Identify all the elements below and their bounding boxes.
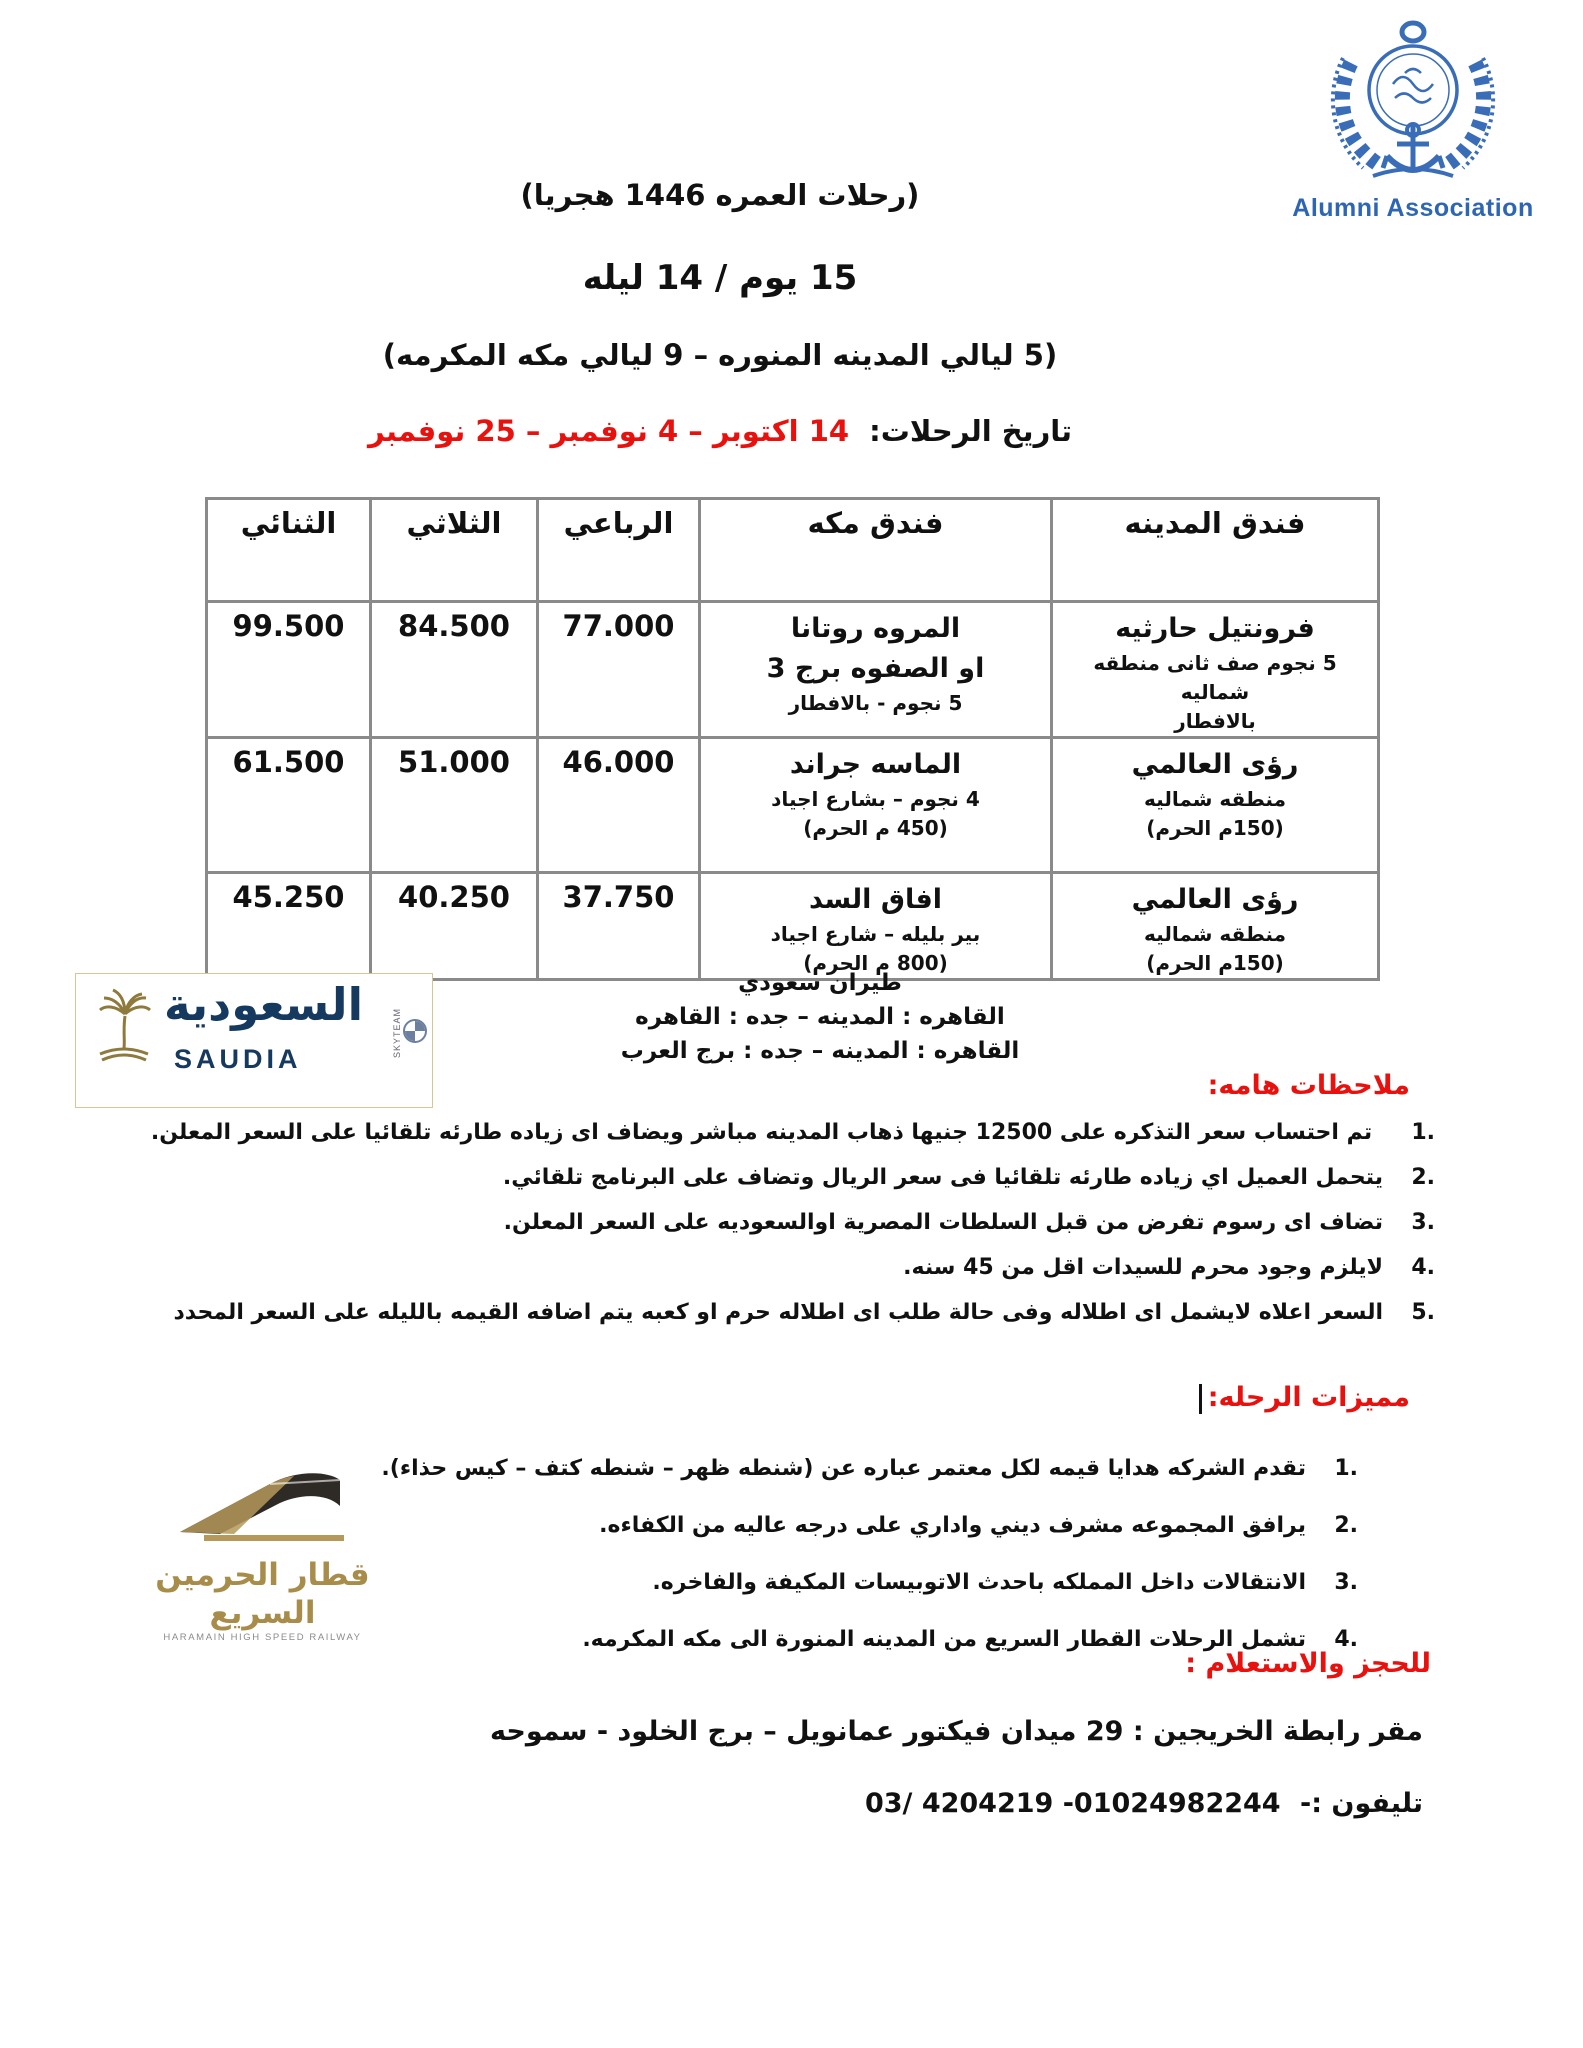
table-row xyxy=(207,602,1379,738)
skyteam-icon xyxy=(402,1018,428,1044)
madinah-hotel-cell xyxy=(1052,738,1379,873)
feature-text: تقدم الشركه هدايا قيمه لكل معتمر عباره عن (شنطه ظهر – شنطه كتف – كيس حذاء). xyxy=(381,1456,1306,1481)
phone-label: تليفون :- xyxy=(1300,1788,1423,1819)
alumni-caption: Alumni Association xyxy=(1292,194,1534,222)
note-number: 1. xyxy=(1411,1120,1435,1145)
airline-route-2: القاهره : المدينه – جده : برج العرب xyxy=(620,1038,1020,1064)
saudia-arabic-wordmark: السعودية xyxy=(164,978,364,1031)
hotel-detail: (800 م الحرم) xyxy=(803,951,948,975)
phone-number: 03/ 4204219 -01024982244 xyxy=(864,1788,1281,1819)
col-header-double: الثنائي xyxy=(207,499,371,602)
hotel-detail: (150م الحرم) xyxy=(1146,951,1284,975)
table-header-row xyxy=(207,499,1379,602)
note-text: يتحمل العميل اي زياده طارئه تلقائيا فى سعر الريال وتضاف على البرنامج تلقائي. xyxy=(502,1165,1383,1190)
price-double: 45.250 xyxy=(207,873,371,980)
price-triple: 51.000 xyxy=(371,738,538,873)
feature-number: 3. xyxy=(1334,1570,1358,1595)
note-item xyxy=(140,1206,1435,1240)
feature-text: يرافق المجموعه مشرف ديني واداري على درجه عاليه من الكفاءه. xyxy=(599,1513,1306,1538)
table-row xyxy=(207,738,1379,873)
hotel-detail: بالافطار xyxy=(1174,709,1256,733)
note-number: 2. xyxy=(1411,1165,1435,1190)
note-number: 3. xyxy=(1411,1210,1435,1235)
notes-list xyxy=(140,1116,1435,1341)
booking-heading: للحجز والاستعلام : xyxy=(1185,1648,1431,1679)
haramain-latin-wordmark: HARAMAIN HIGH SPEED RAILWAY xyxy=(163,1632,362,1643)
makkah-hotel-cell xyxy=(700,602,1052,738)
haramain-logo xyxy=(115,1460,410,1643)
table-row xyxy=(207,873,1379,980)
dates-value: 14 اكتوبر – 4 نوفمبر – 25 نوفمبر xyxy=(367,414,850,448)
col-header-triple: الثلاثي xyxy=(371,499,538,602)
features-heading-text: مميزات الرحله: xyxy=(1207,1382,1410,1413)
feature-text: تشمل الرحلات القطار السريع من المدينه المنورة الى مكه المكرمه. xyxy=(582,1627,1306,1652)
cursor-bar xyxy=(1199,1384,1202,1414)
hotel-name: المروه روتانا xyxy=(790,613,961,644)
hotel-detail: منطقه شماليه xyxy=(1144,787,1286,811)
hotel-detail: 4 نجوم – بشارع اجياد xyxy=(771,787,980,811)
hotel-detail: 5 نجوم صف ثانى منطقه شماليه xyxy=(1093,651,1337,704)
hotel-detail: (150م الحرم) xyxy=(1146,816,1284,840)
note-item xyxy=(140,1116,1435,1150)
hotel-name: افاق السد xyxy=(808,884,943,915)
hotel-name-alt: او الصفوه برج 3 xyxy=(766,653,985,684)
address-line: مقر رابطة الخريجين : 29 ميدان فيكتور عمانويل – برج الخلود - سموحه xyxy=(490,1716,1423,1747)
hotel-name: رؤى العالمي xyxy=(1131,884,1299,915)
title-duration: 15 يوم / 14 ليله xyxy=(582,258,858,298)
note-text: تضاف اى رسوم تفرض من قبل السلطات المصرية اوالسعوديه على السعر المعلن. xyxy=(503,1210,1383,1235)
col-header-makkah-hotel: فندق مكه xyxy=(700,499,1052,602)
palm-swords-icon xyxy=(92,986,156,1064)
makkah-hotel-cell xyxy=(700,873,1052,980)
note-text: لايلزم وجود محرم للسيدات اقل من 45 سنه. xyxy=(903,1255,1383,1280)
note-text: السعر اعلاه لايشمل اى اطلاله وفى حالة طلب اى اطلاله حرم او كعبه يتم اضافه القيمه بالليله على السعر المحدد xyxy=(173,1300,1383,1325)
feature-number: 1. xyxy=(1334,1456,1358,1481)
skyteam-label: SKYTEAM xyxy=(392,1008,402,1059)
alumni-emblem-icon xyxy=(1313,18,1513,188)
note-number: 5. xyxy=(1411,1300,1435,1325)
note-text: تم احتساب سعر التذكره على 12500 جنيها ذهاب المدينه مباشر ويضاف اى زياده طارئه تلقائيا على السعر المعلن. xyxy=(150,1120,1373,1145)
col-header-quad: الرباعي xyxy=(538,499,700,602)
hotel-detail: منطقه شماليه xyxy=(1144,922,1286,946)
hotel-name: رؤى العالمي xyxy=(1131,749,1299,780)
feature-text: الانتقالات داخل المملكه باحدث الاتوبيسات المكيفة والفاخره. xyxy=(652,1570,1306,1595)
madinah-hotel-cell xyxy=(1052,873,1379,980)
hotel-detail: بير بليله – شارع اجياد xyxy=(770,922,981,946)
feature-number: 2. xyxy=(1334,1513,1358,1538)
train-icon xyxy=(174,1460,352,1550)
note-item xyxy=(140,1296,1435,1330)
features-heading xyxy=(1199,1382,1410,1414)
saudia-logo-box xyxy=(75,973,433,1108)
price-quad: 37.750 xyxy=(538,873,700,980)
hotel-name: الماسه جراند xyxy=(789,749,962,780)
price-triple: 40.250 xyxy=(371,873,538,980)
price-double: 61.500 xyxy=(207,738,371,873)
price-table xyxy=(205,497,1380,981)
haramain-arabic-wordmark: قطار الحرمين السريع xyxy=(155,1557,370,1631)
price-quad: 77.000 xyxy=(538,602,700,738)
price-quad: 46.000 xyxy=(538,738,700,873)
saudia-latin-wordmark: SAUDIA xyxy=(174,1044,302,1074)
hotel-detail: 5 نجوم - بالافطار xyxy=(788,691,963,715)
airline-name: طيران سعودي xyxy=(738,970,902,996)
airline-route-1: القاهره : المدينه – جده : القاهره xyxy=(635,1004,1005,1030)
phone-line xyxy=(865,1788,1423,1819)
hotel-name: فرونتيل حارثيه xyxy=(1115,613,1315,644)
price-table-wrap xyxy=(205,497,1380,981)
title-trips: (رحلات العمره 1446 هجريا) xyxy=(520,178,920,212)
price-double: 99.500 xyxy=(207,602,371,738)
makkah-hotel-cell xyxy=(700,738,1052,873)
feature-number: 4. xyxy=(1334,1627,1358,1652)
note-item xyxy=(140,1251,1435,1285)
madinah-hotel-cell xyxy=(1052,602,1379,738)
dates-label: تاريخ الرحلات: xyxy=(869,414,1073,448)
note-item xyxy=(140,1161,1435,1195)
note-number: 4. xyxy=(1411,1255,1435,1280)
title-nights: (5 ليالي المدينه المنوره – 9 ليالي مكه المكرمه) xyxy=(382,338,1058,372)
hotel-detail: (450 م الحرم) xyxy=(803,816,948,840)
price-triple: 84.500 xyxy=(371,602,538,738)
notes-heading: ملاحظات هامه: xyxy=(1207,1070,1410,1101)
col-header-madinah-hotel: فندق المدينه xyxy=(1052,499,1379,602)
dates-line xyxy=(0,414,1440,448)
